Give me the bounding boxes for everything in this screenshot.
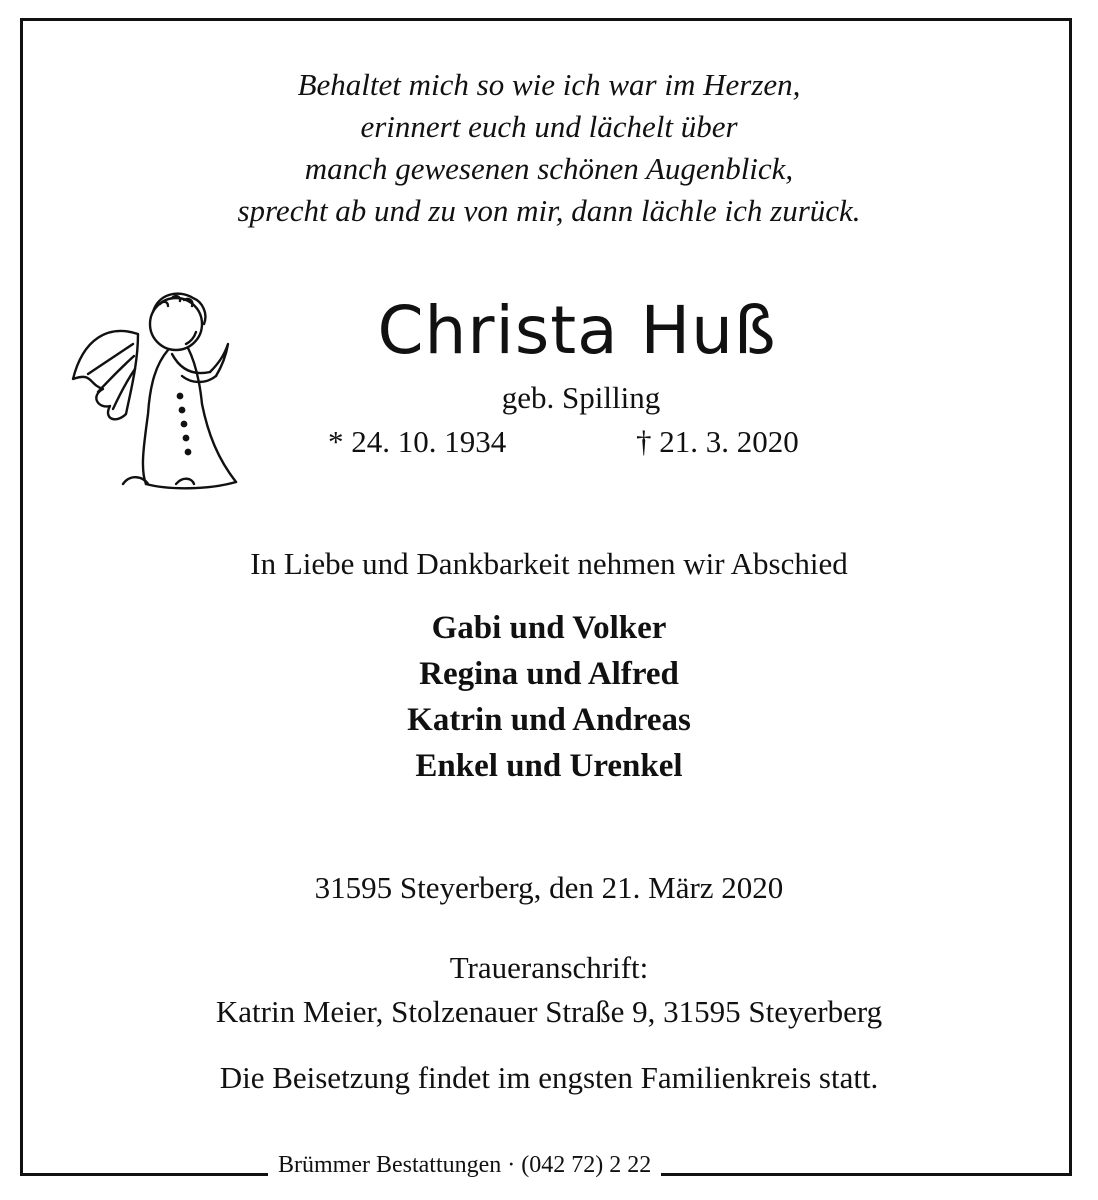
- farewell-text: In Liebe und Dankbarkeit nehmen wir Abschied: [250, 546, 848, 581]
- deceased-name: Christa Huß: [377, 292, 777, 369]
- poem-line-1: Behaltet mich so wie ich war im Herzen,: [297, 67, 801, 102]
- mourning-address-label: Traueranschrift:: [449, 950, 649, 985]
- poem-line-2: erinnert euch und lächelt über: [360, 109, 738, 144]
- death-date: † 21. 3. 2020: [636, 424, 799, 459]
- poem-line-4: sprecht ab und zu von mir, dann lächle ich zurück.: [237, 193, 861, 228]
- burial-note: Die Beisetzung findet im engsten Familienkreis statt.: [219, 1060, 879, 1095]
- mourning-address: Katrin Meier, Stolzenauer Straße 9, 31595 Steyerberg: [215, 994, 883, 1029]
- mourner-line-2: Regina und Alfred: [419, 656, 679, 692]
- undertaker-footer: Brümmer Bestattungen · (042 72) 2 22: [268, 1152, 661, 1179]
- mourner-line-1: Gabi und Volker: [431, 610, 667, 646]
- place-date: 31595 Steyerberg, den 21. März 2020: [314, 870, 784, 905]
- mourner-line-4: Enkel und Urenkel: [415, 748, 683, 784]
- poem-line-3: manch gewesenen schönen Augenblick,: [304, 151, 794, 186]
- maiden-name: geb. Spilling: [501, 380, 661, 415]
- birth-date: * 24. 10. 1934: [328, 424, 507, 459]
- mourner-line-3: Katrin und Andreas: [407, 702, 691, 738]
